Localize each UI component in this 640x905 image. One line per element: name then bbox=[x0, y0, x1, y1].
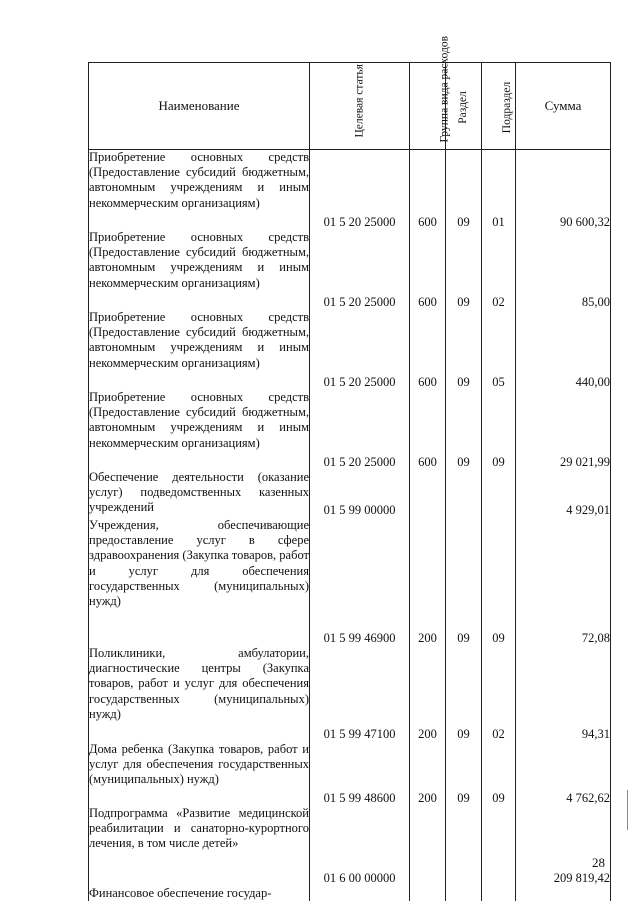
table-row bbox=[89, 470, 611, 518]
row-subsection: 09 bbox=[482, 390, 516, 470]
row-expense-group: 200 bbox=[410, 742, 446, 806]
row-expense-group: 600 bbox=[410, 150, 446, 231]
table-row bbox=[89, 150, 611, 231]
row-name: Приобретение основных средств (Предоставление субсидий бюджетным, автономным учреждениям и иным некоммерческим организациям) bbox=[89, 390, 310, 470]
table-header-row bbox=[89, 63, 611, 150]
row-section: 09 bbox=[446, 518, 482, 646]
empty-cell bbox=[446, 886, 482, 901]
row-name: Дома ребенка (Закупка товаров, работ и услуг для обеспечения государственных (муниципальных) нужд) bbox=[89, 742, 310, 806]
row-subsection: 02 bbox=[482, 646, 516, 742]
row-sum: 29 021,99 bbox=[516, 390, 611, 470]
row-name: Финансовое обеспечение государ- bbox=[89, 886, 310, 901]
table-row bbox=[89, 886, 611, 901]
row-target-article: 01 5 99 46900 bbox=[310, 518, 410, 646]
table-row bbox=[89, 310, 611, 390]
row-expense-group bbox=[410, 806, 446, 886]
row-section: 09 bbox=[446, 230, 482, 310]
row-name: Обеспечение деятельности (оказание услуг) подведомственных казенных учреждений bbox=[89, 470, 310, 518]
row-expense-group: 600 bbox=[410, 230, 446, 310]
header-section: Раздел bbox=[446, 63, 482, 150]
row-name: Приобретение основных средств (Предоставление субсидий бюджетным, автономным учреждениям и иным некоммерческим организациям) bbox=[89, 230, 310, 310]
header-subsection: Подраздел bbox=[482, 63, 516, 150]
table-row bbox=[89, 390, 611, 470]
row-sum: 90 600,32 bbox=[516, 150, 611, 231]
row-section: 09 bbox=[446, 390, 482, 470]
table-row bbox=[89, 742, 611, 806]
row-subsection bbox=[482, 806, 516, 886]
table-row bbox=[89, 806, 611, 886]
row-sum: 209 819,42 bbox=[516, 806, 611, 886]
header-name: Наименование bbox=[89, 63, 310, 150]
row-name: Приобретение основных средств (Предоставление субсидий бюджетным, автономным учреждениям и иным некоммерческим организациям) bbox=[89, 150, 310, 231]
table-row bbox=[89, 518, 611, 646]
scan-edge-mark bbox=[627, 790, 628, 830]
row-target-article: 01 5 99 47100 bbox=[310, 646, 410, 742]
row-name: Учреждения, обеспечивающие предоставление услуг в сфере здравоохранения (Закупка товаров, работ и услуг для обеспечения государственных (муниципальных) нужд) bbox=[89, 518, 310, 646]
row-subsection: 01 bbox=[482, 150, 516, 231]
row-section bbox=[446, 470, 482, 518]
page-number: 28 bbox=[592, 855, 605, 870]
row-section: 09 bbox=[446, 646, 482, 742]
header-target-article: Целевая статья bbox=[310, 63, 410, 150]
row-sum: 94,31 bbox=[516, 646, 611, 742]
row-subsection bbox=[482, 470, 516, 518]
empty-cell bbox=[482, 886, 516, 901]
table-row bbox=[89, 230, 611, 310]
row-target-article: 01 5 20 25000 bbox=[310, 310, 410, 390]
row-subsection: 09 bbox=[482, 742, 516, 806]
empty-cell bbox=[516, 886, 611, 901]
header-sum: Сумма bbox=[516, 63, 611, 150]
row-sum: 4 929,01 bbox=[516, 470, 611, 518]
row-expense-group: 200 bbox=[410, 518, 446, 646]
row-subsection: 02 bbox=[482, 230, 516, 310]
row-target-article: 01 5 20 25000 bbox=[310, 390, 410, 470]
empty-cell bbox=[410, 886, 446, 901]
row-sum: 85,00 bbox=[516, 230, 611, 310]
row-subsection: 09 bbox=[482, 518, 516, 646]
empty-cell bbox=[310, 886, 410, 901]
row-sum: 72,08 bbox=[516, 518, 611, 646]
row-target-article: 01 5 20 25000 bbox=[310, 150, 410, 231]
row-expense-group: 600 bbox=[410, 310, 446, 390]
row-target-article: 01 5 99 48600 bbox=[310, 742, 410, 806]
row-target-article: 01 5 20 25000 bbox=[310, 230, 410, 310]
row-name: Поликлиники, амбулатории, диагностические центры (Закупка товаров, работ и услуг для обеспечения государственных (муниципальных) нужд) bbox=[89, 646, 310, 742]
row-section: 09 bbox=[446, 742, 482, 806]
budget-table bbox=[88, 35, 611, 901]
table-row bbox=[89, 646, 611, 742]
row-expense-group: 200 bbox=[410, 646, 446, 742]
row-target-article: 01 6 00 00000 bbox=[310, 806, 410, 886]
row-expense-group: 600 bbox=[410, 390, 446, 470]
row-target-article: 01 5 99 00000 bbox=[310, 470, 410, 518]
row-section bbox=[446, 806, 482, 886]
row-section: 09 bbox=[446, 150, 482, 231]
row-subsection: 05 bbox=[482, 310, 516, 390]
row-expense-group bbox=[410, 470, 446, 518]
row-name: Приобретение основных средств (Предоставление субсидий бюджетным, автономным учреждениям и иным некоммерческим организациям) bbox=[89, 310, 310, 390]
header-expense-group: Группа вида расходов bbox=[410, 63, 446, 150]
row-name: Подпрограмма «Развитие медицинской реабилитации и санаторно-курортного лечения, в том числе детей» bbox=[89, 806, 310, 886]
row-sum: 4 762,62 bbox=[516, 742, 611, 806]
row-sum: 440,00 bbox=[516, 310, 611, 390]
row-section: 09 bbox=[446, 310, 482, 390]
